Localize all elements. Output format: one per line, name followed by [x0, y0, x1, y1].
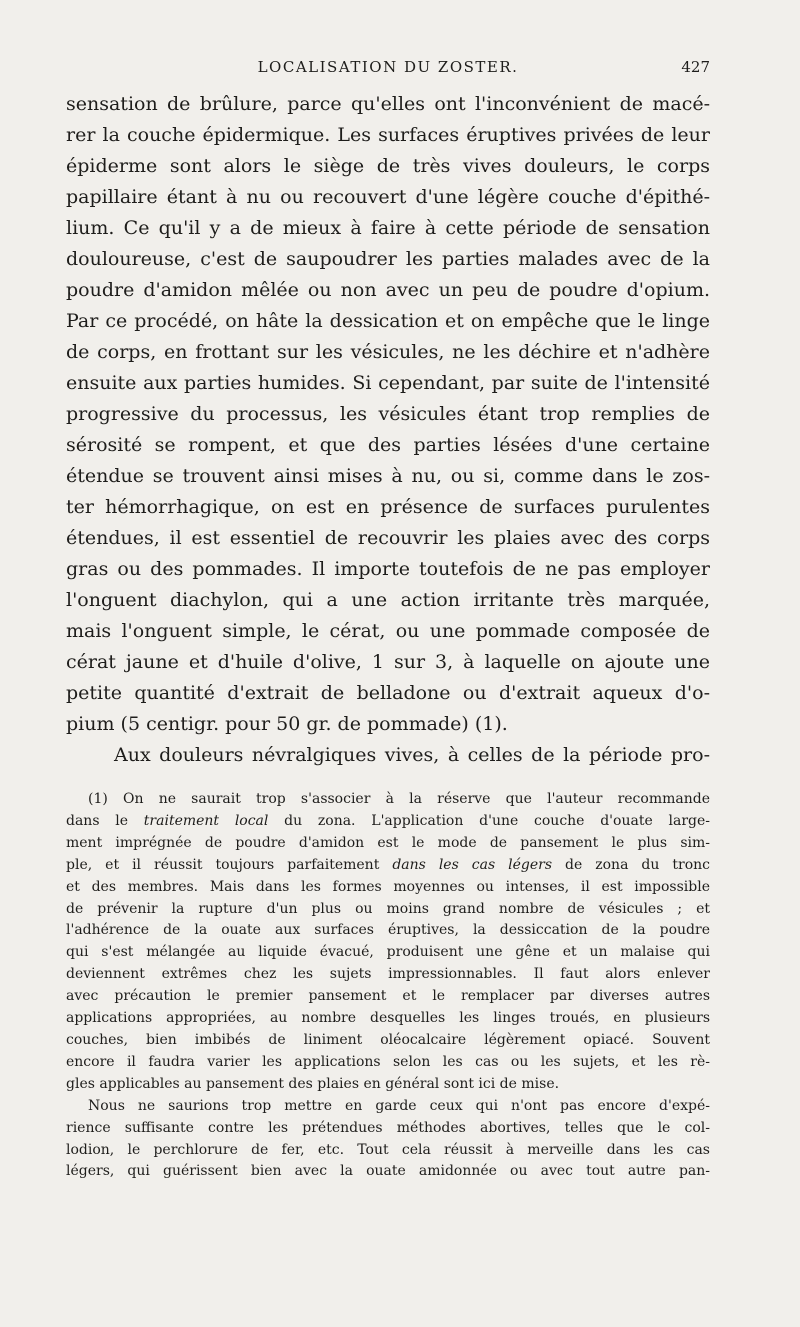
text-line: étendue se trouvent ainsi mises à nu, ou si, comme dans le zos-	[66, 465, 710, 487]
text-line: cérat jaune et d'huile d'olive, 1 sur 3, à laquelle on ajoute une	[66, 651, 710, 673]
footnote-line: légers, qui guérissent bien avec la ouate amidonnée ou avec tout autre pan-	[66, 1163, 710, 1180]
text-line: sensation de brûlure, parce qu'elles ont l'inconvénient de macé-	[66, 93, 710, 115]
footnote	[66, 789, 710, 1183]
footnote-text: dans le	[66, 812, 144, 829]
text-line: Par ce procédé, on hâte la dessication et on empêche que le linge	[66, 310, 710, 332]
text-line: ter hémorrhagique, on est en présence de surfaces purulentes	[66, 496, 710, 518]
footnote-line: deviennent extrêmes chez les sujets impressionnables. Il faut alors enlever	[66, 966, 710, 983]
page-number: 427	[681, 58, 710, 76]
text-line: ensuite aux parties humides. Si cependant, par suite de l'intensité	[66, 372, 710, 394]
text-line: lium. Ce qu'il y a de mieux à faire à cette période de sensation	[66, 217, 710, 239]
footnote-text: de zona du tronc	[552, 856, 710, 873]
footnote-line: (1) On ne saurait trop s'associer à la réserve que l'auteur recommande	[88, 791, 710, 807]
footnote-italic: dans les cas légers	[392, 856, 553, 873]
running-title: LOCALISATION DU ZOSTER.	[257, 58, 519, 76]
footnote-line: couches, bien imbibés de liniment oléocalcaire légèrement opiacé. Souvent	[66, 1031, 710, 1048]
footnote-line: ment imprégnée de poudre d'amidon est le mode de pansement le plus sim-	[66, 834, 710, 851]
footnote-line: encore il faudra varier les applications selon les cas ou les sujets, et les rè-	[66, 1053, 710, 1070]
footnote-line: l'adhérence de la ouate aux surfaces éruptives, la dessiccation de la poudre	[66, 922, 710, 939]
main-text	[66, 89, 710, 771]
footnote-line: lodion, le perchlorure de fer, etc. Tout cela réussit à merveille dans les cas	[66, 1141, 710, 1158]
text-line: épiderme sont alors le siège de très vives douleurs, le corps	[66, 155, 710, 177]
text-line: poudre d'amidon mêlée ou non avec un peu de poudre d'opium.	[66, 279, 710, 301]
text-line: Aux douleurs névralgiques vives, à celles de la période pro-	[114, 744, 710, 766]
footnote-line	[66, 811, 710, 833]
footnote-text: du zona. L'application d'une couche d'ouate large-	[268, 812, 710, 829]
text-line: pium (5 centigr. pour 50 gr. de pommade) (1).	[66, 713, 508, 735]
footnote-line: avec précaution le premier pansement et le remplacer par diverses autres	[66, 988, 710, 1005]
footnote-line	[66, 855, 710, 877]
text-line: étendues, il est essentiel de recouvrir les plaies avec des corps	[66, 527, 710, 549]
text-line: papillaire étant à nu ou recouvert d'une légère couche d'épithé-	[66, 186, 710, 208]
footnote-line: Nous ne saurions trop mettre en garde ceux qui n'ont pas encore d'expé-	[88, 1097, 710, 1114]
text-line: sérosité se rompent, et que des parties lésées d'une certaine	[66, 434, 710, 456]
text-line: rer la couche épidermique. Les surfaces éruptives privées de leur	[66, 124, 710, 146]
text-line: mais l'onguent simple, le cérat, ou une pommade composée de	[66, 620, 710, 642]
footnote-line: applications appropriées, au nombre desquelles les linges troués, en plusieurs	[66, 1010, 710, 1027]
footnote-line: rience suffisante contre les prétendues méthodes abortives, telles que le col-	[66, 1119, 710, 1136]
footnote-text: ple, et il réussit toujours parfaitement	[66, 856, 393, 873]
footnote-line: gles applicables au pansement des plaies en général sont ici de mise.	[66, 1075, 560, 1092]
running-header	[66, 58, 710, 76]
text-line: petite quantité d'extrait de belladone ou d'extrait aqueux d'o-	[66, 682, 710, 704]
text-line: l'onguent diachylon, qui a une action irritante très marquée,	[66, 589, 710, 611]
footnote-line: et des membres. Mais dans les formes moyennes ou intenses, il est impossible	[66, 878, 710, 895]
footnote-italic: traitement local	[143, 812, 269, 829]
footnote-line: de prévenir la rupture d'un plus ou moins grand nombre de vésicules ; et	[66, 900, 710, 917]
text-line: progressive du processus, les vésicules étant trop remplies de	[66, 403, 710, 425]
text-line: de corps, en frottant sur les vésicules, ne les déchire et n'adhère	[66, 341, 710, 363]
footnote-line: qui s'est mélangée au liquide évacué, produisent une gêne et un malaise qui	[66, 944, 710, 961]
text-line: douloureuse, c'est de saupoudrer les parties malades avec de la	[66, 248, 710, 270]
text-line: gras ou des pommades. Il importe toutefois de ne pas employer	[66, 558, 710, 580]
